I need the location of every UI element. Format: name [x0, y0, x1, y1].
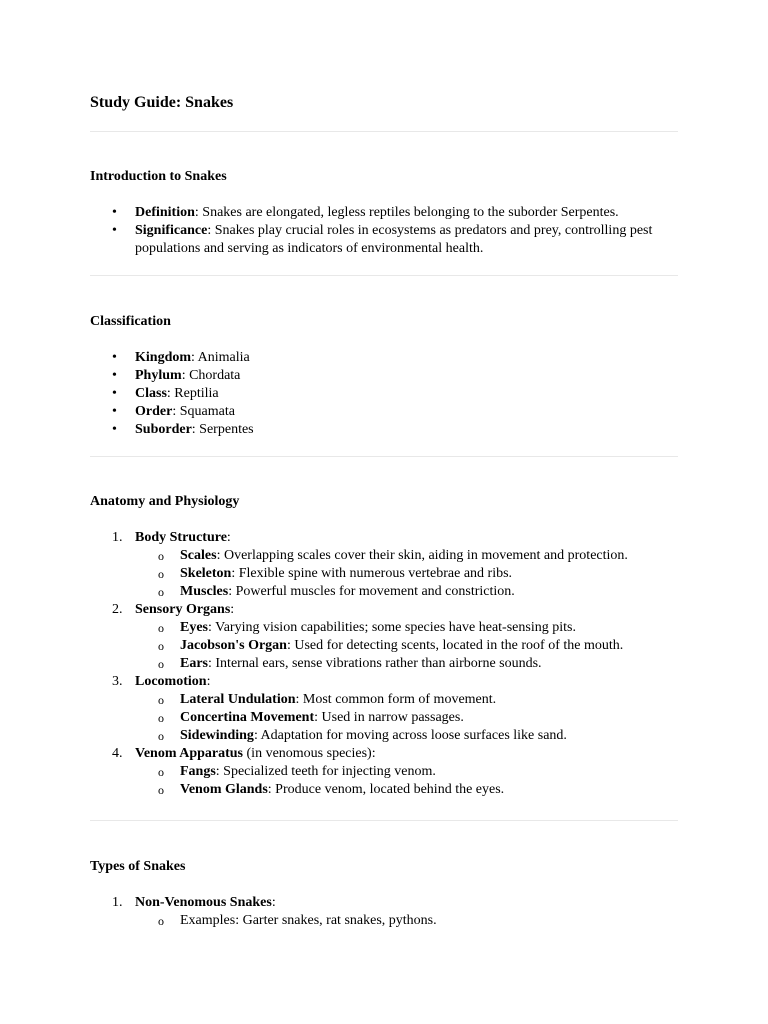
- item-number: 4.: [112, 746, 123, 761]
- sub-list: [135, 912, 678, 930]
- introduction-list: [90, 204, 678, 258]
- term-label: Jacobson's Organ: [180, 638, 287, 653]
- item-number: 2.: [112, 602, 123, 617]
- term-label: Venom Apparatus: [135, 746, 244, 761]
- term-label: Class: [135, 386, 167, 401]
- term-description: Examples: Garter snakes, rat snakes, pythons.: [180, 913, 437, 928]
- item-number: 1.: [112, 530, 123, 545]
- term-label: Kingdom: [135, 350, 192, 365]
- term-label: Venom Glands: [180, 782, 268, 797]
- list-item: [90, 385, 675, 403]
- sub-list: [135, 619, 678, 673]
- term-description: : Overlapping scales cover their skin, aiding in movement and protection.: [216, 548, 628, 563]
- sub-list-item: [135, 912, 678, 930]
- sub-list-item: [135, 619, 678, 637]
- list-item: [90, 673, 678, 745]
- term-label: Body Structure: [135, 530, 227, 545]
- term-label: Scales: [180, 548, 217, 563]
- term-description: : Animalia: [191, 350, 250, 365]
- list-item: [90, 403, 675, 421]
- list-item: [90, 349, 675, 367]
- sub-list-item: [135, 727, 678, 745]
- section-heading-anatomy: Anatomy and Physiology: [90, 494, 240, 509]
- term-description: : Flexible spine with numerous vertebrae and ribs.: [231, 566, 513, 581]
- term-description: :: [271, 895, 276, 910]
- sub-list-item: [135, 565, 678, 583]
- list-item: [90, 421, 675, 439]
- sub-list-item: [135, 583, 678, 601]
- types-list: [90, 894, 678, 930]
- term-description: : Produce venom, located behind the eyes.: [267, 782, 505, 797]
- list-item: [90, 745, 678, 799]
- sub-list-item: [135, 709, 678, 727]
- term-label: Sensory Organs: [135, 602, 231, 617]
- sub-list: [135, 763, 678, 799]
- section-heading-types: Types of Snakes: [90, 859, 186, 874]
- term-label: Definition: [135, 205, 195, 220]
- term-label: Fangs: [180, 764, 216, 779]
- sub-list-item: [135, 763, 678, 781]
- term-label: Sidewinding: [180, 728, 254, 743]
- list-item: [90, 529, 678, 601]
- sub-list: [135, 547, 678, 601]
- term-description: : Varying vision capabilities; some species have heat-sensing pits.: [208, 620, 576, 635]
- sub-list-item: [135, 655, 678, 673]
- term-description: : Serpentes: [191, 422, 254, 437]
- section-divider: [90, 275, 678, 276]
- section-divider: [90, 456, 678, 457]
- term-label: Locomotion: [135, 674, 207, 689]
- term-description: : Used for detecting scents, located in the roof of the mouth.: [286, 638, 624, 653]
- term-description: : Reptilia: [166, 386, 219, 401]
- term-description: : Powerful muscles for movement and constriction.: [228, 584, 515, 599]
- anatomy-list: [90, 529, 678, 799]
- sub-list-item: [135, 547, 678, 565]
- sub-list-item: [135, 637, 678, 655]
- list-item: [90, 367, 675, 385]
- term-description: : Adaptation for moving across loose surfaces like sand.: [253, 728, 567, 743]
- term-label: Order: [135, 404, 173, 419]
- term-description: : Specialized teeth for injecting venom.: [215, 764, 436, 779]
- term-description: : Snakes are elongated, legless reptiles belonging to the suborder Serpentes.: [194, 205, 619, 220]
- term-description: : Used in narrow passages.: [314, 710, 464, 725]
- sub-list-item: [135, 691, 678, 709]
- term-label: Suborder: [135, 422, 192, 437]
- list-item: [90, 204, 675, 222]
- term-description: : Internal ears, sense vibrations rather than airborne sounds.: [208, 656, 542, 671]
- page-title: Study Guide: Snakes: [90, 94, 234, 111]
- term-label: Concertina Movement: [180, 710, 315, 725]
- term-description: :: [226, 530, 231, 545]
- list-item: [90, 601, 678, 673]
- item-number: 1.: [112, 895, 123, 910]
- term-label: Skeleton: [180, 566, 232, 581]
- term-description: (in venomous species):: [243, 746, 376, 761]
- sub-list-item: [135, 781, 678, 799]
- term-description: : Squamata: [172, 404, 235, 419]
- list-item: [90, 894, 678, 930]
- term-label: Ears: [180, 656, 208, 671]
- section-divider: [90, 820, 678, 821]
- section-heading-classification: Classification: [90, 314, 171, 329]
- term-description: : Most common form of movement.: [295, 692, 497, 707]
- term-label: Eyes: [180, 620, 208, 635]
- term-description: :: [230, 602, 235, 617]
- item-number: 3.: [112, 674, 123, 689]
- sub-list: [135, 691, 678, 745]
- term-description: : Chordata: [181, 368, 241, 383]
- term-label: Non-Venomous Snakes: [135, 895, 272, 910]
- term-label: Significance: [135, 223, 208, 238]
- term-description: : Snakes play crucial roles in ecosystems as predators and prey, controlling pest populations and serving as indicators of environmental health.: [135, 223, 653, 256]
- classification-list: [90, 349, 678, 439]
- term-label: Phylum: [135, 368, 182, 383]
- term-label: Lateral Undulation: [180, 692, 296, 707]
- section-heading-introduction: Introduction to Snakes: [90, 169, 227, 184]
- term-description: :: [206, 674, 211, 689]
- term-label: Muscles: [180, 584, 229, 599]
- section-divider: [90, 131, 678, 132]
- list-item: [90, 222, 675, 258]
